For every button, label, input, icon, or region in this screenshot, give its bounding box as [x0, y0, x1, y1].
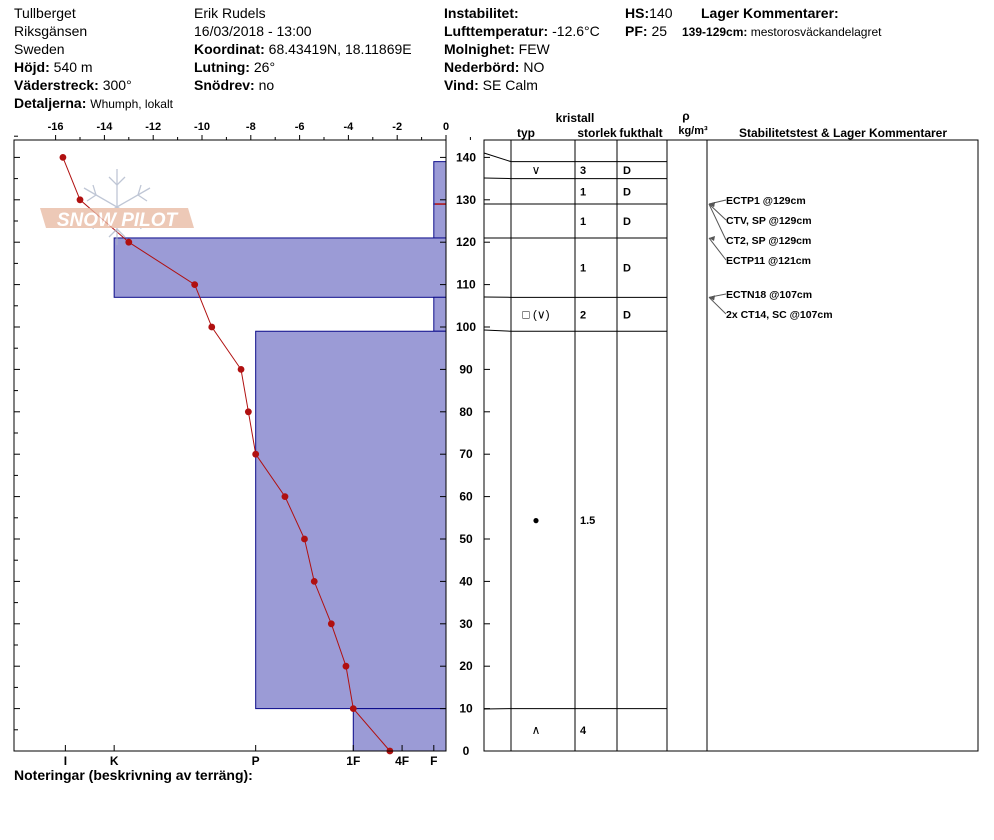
height-tick-label: 0	[462, 744, 470, 758]
height-tick-label: 130	[455, 192, 477, 207]
hardness-layer-5	[353, 709, 446, 751]
test-arrow-2	[709, 204, 726, 240]
height-tick-label: 120	[455, 235, 477, 250]
layer-1-size: 1	[580, 186, 587, 199]
hardness-layer-0	[434, 162, 446, 204]
test-label-1: CTV, SP @129cm	[726, 215, 812, 227]
height-tick-label: 20	[459, 659, 473, 674]
test-label-2: CT2, SP @129cm	[726, 235, 812, 247]
layer-6-size: 4	[580, 724, 587, 737]
test-arrowhead-3	[709, 236, 715, 241]
aspect-value: 300°	[102, 77, 132, 93]
layer-0-moisture: D	[623, 165, 631, 178]
temp-tick-label: -16	[47, 121, 64, 133]
elevation-label: Höjd:	[14, 59, 50, 75]
coord-label: Koordinat:	[194, 41, 265, 57]
snowflake-icon	[84, 169, 150, 245]
temperature-point-4	[208, 324, 215, 331]
sky-value: FEW	[518, 41, 550, 57]
layer-2-size: 1	[580, 216, 587, 228]
country: Sweden	[14, 41, 65, 57]
height-tick-label: 110	[456, 277, 476, 292]
logo-text: SNOW PILOT	[56, 210, 178, 231]
col-moisture-heading: fukthalt	[619, 126, 663, 140]
temperature-point-3	[191, 281, 198, 288]
layer-4-size: 2	[580, 309, 587, 322]
area: Riksgänsen	[14, 23, 88, 39]
height-tick-label: 10	[459, 701, 473, 716]
temp-tick-label: -10	[194, 121, 210, 133]
height-tick-label: 80	[459, 404, 473, 419]
height-tick-label: 140	[455, 150, 477, 165]
height-tick-label: 90	[459, 362, 473, 377]
layer-4-moisture: D	[623, 309, 631, 322]
elevation-value: 540 m	[53, 59, 93, 75]
aspect-label: Väderstreck:	[14, 77, 99, 93]
layer-0-size: 3	[580, 165, 587, 178]
stability-tests	[709, 195, 833, 321]
temp-tick-label: -14	[96, 121, 113, 133]
temperature-point-12	[343, 663, 350, 670]
drift-value: no	[258, 77, 275, 93]
height-tick-label: 30	[459, 616, 473, 631]
layer-4-type: □ (∨)	[522, 307, 550, 322]
layer-comment-range: 139-129cm:	[682, 25, 748, 39]
hs-label: HS:	[625, 5, 650, 21]
layer-comment-text: mestorosväckandelagret	[750, 25, 882, 39]
observer: Erik Rudels	[194, 5, 266, 21]
test-label-0: ECTP1 @129cm	[726, 195, 806, 207]
coord-value: 68.43419N, 18.11869E	[268, 41, 412, 57]
slope-label: Lutning:	[194, 59, 250, 75]
layer-2-moisture: D	[623, 216, 631, 228]
layer-connector	[484, 178, 511, 179]
test-label-5: 2x CT14, SC @107cm	[726, 309, 833, 321]
temperature-point-11	[328, 620, 335, 627]
hardness-label: F	[430, 754, 438, 768]
layer-1-moisture: D	[623, 186, 631, 199]
temperature-point-5	[238, 366, 245, 373]
col-rho-heading: ρ	[682, 109, 690, 123]
hardness-layer-4	[256, 331, 446, 708]
col-type-heading: typ	[517, 126, 535, 140]
hardness-layer-3	[434, 297, 446, 331]
hardness-layer-2	[114, 238, 446, 297]
layer-5-size: 1.5	[580, 514, 596, 527]
hardness-layer-1	[434, 204, 446, 238]
layer-comments-label: Lager Kommentarer:	[701, 5, 839, 21]
precip-value: NO	[523, 59, 545, 75]
temperature-point-0	[60, 154, 67, 161]
temperature-point-6	[245, 408, 252, 415]
precip-label: Nederbörd:	[444, 59, 520, 75]
details-value: Whumph, lokalt	[90, 97, 173, 111]
temp-tick-label: -2	[392, 121, 403, 133]
airtemp-value: -12.6°C	[552, 23, 600, 39]
test-label-3: ECTP11 @121cm	[726, 255, 811, 267]
hardness-label: 1F	[346, 754, 361, 768]
layer-5-type: ●	[532, 512, 540, 527]
layer-3-moisture: D	[623, 262, 631, 275]
temperature-point-10	[311, 578, 318, 585]
layer-0-type: ∨	[531, 163, 541, 178]
details-label: Detaljerna:	[14, 95, 87, 111]
hardness-label: K	[109, 754, 119, 768]
col-density-heading: kg/m³	[678, 125, 708, 137]
sky-label: Molnighet:	[444, 41, 515, 57]
temp-tick-label: -12	[145, 121, 162, 133]
col-crystal-heading: kristall	[555, 111, 595, 125]
slope-value: 26°	[253, 59, 276, 75]
layer-6-type: ∧	[531, 722, 541, 737]
airtemp-label: Lufttemperatur:	[444, 23, 549, 39]
hardness-layers	[114, 162, 446, 751]
temp-tick-label: 0	[442, 121, 450, 133]
height-tick-label: 50	[459, 532, 473, 546]
instability-label: Instabilitet:	[444, 5, 519, 21]
col-size-heading: storlek	[577, 126, 617, 140]
height-tick-label: 60	[459, 489, 473, 504]
snowpilot-logo	[40, 169, 194, 245]
temperature-point-9	[301, 536, 308, 543]
pf-label: PF:	[625, 23, 648, 39]
test-arrow-1	[709, 204, 726, 220]
hardness-label: 4F	[395, 754, 410, 768]
temperature-point-1	[77, 196, 84, 203]
height-tick-label: 70	[459, 447, 473, 462]
temperature-point-13	[350, 705, 357, 712]
hardness-label: I	[63, 754, 68, 768]
col-tests-heading: Stabilitetstest & Lager Kommentarer	[738, 126, 948, 140]
layer-connector	[484, 330, 511, 331]
temp-tick-label: -6	[294, 121, 305, 133]
wind-label: Vind:	[444, 77, 479, 93]
wind-value: SE Calm	[482, 77, 538, 93]
height-tick-label: 40	[459, 574, 473, 589]
temperature-point-8	[282, 493, 289, 500]
layer-3-size: 1	[580, 262, 587, 275]
temperature-point-7	[252, 451, 259, 458]
location: Tullberget	[14, 5, 76, 21]
test-label-4: ECTN18 @107cm	[726, 289, 813, 301]
temperature-point-2	[125, 239, 132, 246]
temp-tick-label: -4	[343, 121, 354, 133]
temp-tick-label: -8	[245, 121, 256, 133]
hardness-label: P	[251, 754, 260, 768]
test-arrow-3	[709, 238, 726, 260]
drift-label: Snödrev:	[194, 77, 255, 93]
right-table-frame	[484, 140, 978, 751]
pf-value: 25	[651, 23, 668, 39]
hs-value: 140	[649, 5, 673, 21]
height-tick-label: 100	[455, 320, 477, 334]
notes-label: Noteringar (beskrivning av terräng):	[14, 767, 253, 783]
test-arrow-5	[709, 297, 726, 314]
datetime: 16/03/2018 - 13:00	[194, 23, 312, 39]
